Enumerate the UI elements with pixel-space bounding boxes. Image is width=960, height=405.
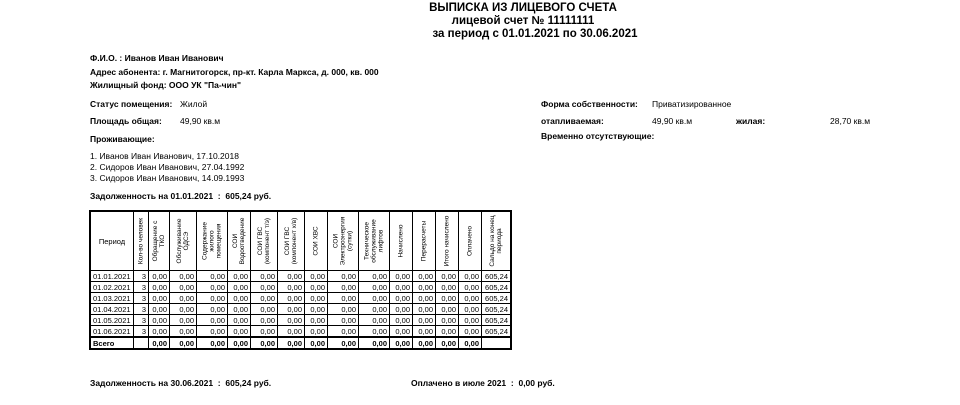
table-cell: 0,00 [390, 315, 413, 326]
table-cell: 0,00 [228, 271, 251, 282]
col-header-period: Период [90, 211, 134, 271]
table-cell: 0,00 [251, 337, 278, 349]
table-cell: 0,00 [197, 326, 228, 338]
col-header: Обращение с ТКО [149, 211, 170, 271]
table-cell: 0,00 [305, 315, 328, 326]
table-cell: 605,24 [482, 282, 512, 293]
table-cell: 0,00 [149, 271, 170, 282]
col-header: Обслуживание ОДСЭ [170, 211, 197, 271]
col-header: Начислено [390, 211, 413, 271]
table-cell: 0,00 [413, 326, 436, 338]
account-number: лицевой счет № 11111111 [451, 15, 595, 27]
debt-end-sep: : [217, 378, 221, 388]
heated-area-value: 49,90 кв.м [652, 116, 693, 126]
table-cell: 0,00 [359, 326, 390, 338]
debt-end [90, 378, 271, 388]
ownership-value: Приватизированное [652, 99, 732, 109]
table-cell: 0,00 [251, 293, 278, 304]
col-header: Перерасчеты [413, 211, 436, 271]
ownership-label: Форма собственности: [541, 99, 638, 109]
table-cell: 0,00 [149, 315, 170, 326]
table-cell: 0,00 [197, 293, 228, 304]
table-cell: 0,00 [278, 293, 305, 304]
table-cell: 0,00 [413, 293, 436, 304]
cell-period: 01.05.2021 [90, 315, 134, 326]
charges-table-body [90, 271, 511, 350]
resident-item: 1. Иванов Иван Иванович, 17.10.2018 [90, 151, 239, 161]
table-cell: 0,00 [359, 304, 390, 315]
table-cell: 3 [134, 315, 149, 326]
living-area-value: 28,70 кв.м [830, 116, 871, 126]
table-cell: 0,00 [170, 293, 197, 304]
table-cell: 0,00 [228, 315, 251, 326]
area-total-label: Площадь общая: [90, 116, 162, 126]
owner-name: Ф.И.О. : Иванов Иван Иванович [90, 53, 224, 63]
table-cell: 0,00 [197, 315, 228, 326]
table-cell: 0,00 [328, 271, 359, 282]
debt-start-sep: : [217, 191, 221, 201]
table-cell: 0,00 [149, 293, 170, 304]
table-cell: 0,00 [305, 304, 328, 315]
table-cell: 0,00 [228, 282, 251, 293]
debt-start-value: 605,24 руб. [225, 191, 272, 201]
statement-title: ВЫПИСКА ИЗ ЛИЦЕВОГО СЧЕТА [429, 2, 617, 14]
col-header: СОИ ГВС (компонент т/э) [251, 211, 278, 271]
table-cell [482, 337, 512, 349]
table-cell: 605,24 [482, 293, 512, 304]
table-cell: 0,00 [278, 337, 305, 349]
table-cell: 0,00 [413, 271, 436, 282]
table-cell: 0,00 [459, 304, 482, 315]
col-header: СОИ Водоотведение [228, 211, 251, 271]
table-cell: 0,00 [197, 304, 228, 315]
table-cell: 0,00 [149, 326, 170, 338]
table-cell: 0,00 [328, 315, 359, 326]
table-cell: 0,00 [170, 337, 197, 349]
housing-fund: Жилищный фонд: ООО УК "Па-чин" [90, 80, 241, 90]
table-row [90, 293, 511, 304]
table-cell: 0,00 [170, 304, 197, 315]
col-header: Техническое обслуживание лифтов [359, 211, 390, 271]
premises-status-value: Жилой [180, 99, 208, 109]
table-cell: 605,24 [482, 271, 512, 282]
table-cell: 0,00 [459, 293, 482, 304]
statement-period: за период с 01.01.2021 по 30.06.2021 [432, 28, 638, 40]
table-cell: 0,00 [436, 271, 459, 282]
table-cell: 0,00 [390, 304, 413, 315]
table-cell: 0,00 [413, 337, 436, 349]
table-cell: 0,00 [436, 282, 459, 293]
table-cell: 0,00 [359, 293, 390, 304]
table-cell: 0,00 [251, 326, 278, 338]
col-header: Содержание жилого помещения [197, 211, 228, 271]
table-cell: 0,00 [413, 315, 436, 326]
table-cell: 0,00 [170, 326, 197, 338]
table-cell: 0,00 [278, 282, 305, 293]
table-cell: 0,00 [436, 337, 459, 349]
table-cell: 0,00 [278, 315, 305, 326]
col-header: СОИ ХВС [305, 211, 328, 271]
table-cell: 605,24 [482, 304, 512, 315]
table-cell: 0,00 [305, 337, 328, 349]
table-cell: 0,00 [228, 326, 251, 338]
table-cell: 0,00 [459, 315, 482, 326]
table-cell: 0,00 [436, 315, 459, 326]
col-header: Итого начислено [436, 211, 459, 271]
table-cell: 3 [134, 304, 149, 315]
cell-period: 01.03.2021 [90, 293, 134, 304]
charges-table-header [90, 211, 511, 271]
table-cell: 0,00 [328, 293, 359, 304]
cell-period: 01.02.2021 [90, 282, 134, 293]
table-cell: 0,00 [436, 304, 459, 315]
cell-period: 01.04.2021 [90, 304, 134, 315]
table-cell: 0,00 [251, 315, 278, 326]
table-cell: 3 [134, 282, 149, 293]
table-cell: 0,00 [170, 315, 197, 326]
table-cell: 605,24 [482, 326, 512, 338]
paid-value: 0,00 руб. [518, 378, 555, 388]
table-row [90, 271, 511, 282]
premises-status-label: Статус помещения: [90, 99, 173, 109]
table-row [90, 304, 511, 315]
area-total-value: 49,90 кв.м [180, 116, 221, 126]
temp-absent-label: Временно отсутствующие: [541, 131, 655, 141]
table-cell: 0,00 [390, 293, 413, 304]
debt-end-value: 605,24 руб. [225, 378, 272, 388]
table-row [90, 282, 511, 293]
table-cell: 0,00 [251, 282, 278, 293]
table-cell: 0,00 [278, 326, 305, 338]
table-cell: 0,00 [459, 326, 482, 338]
table-cell: 0,00 [436, 293, 459, 304]
table-cell: 0,00 [359, 337, 390, 349]
col-header: СОИ ГВС (компонент х/в) [278, 211, 305, 271]
table-row [90, 315, 511, 326]
table-cell: 0,00 [436, 326, 459, 338]
cell-period: 01.06.2021 [90, 326, 134, 338]
col-header: Кол-во человек [134, 211, 149, 271]
heated-area-label: отапливаемая: [541, 116, 604, 126]
table-cell: 0,00 [197, 337, 228, 349]
resident-item: 3. Сидоров Иван Иванович, 14.09.1993 [90, 173, 245, 183]
table-cell: 3 [134, 271, 149, 282]
table-cell: 0,00 [149, 304, 170, 315]
table-cell: 0,00 [390, 326, 413, 338]
table-cell: 0,00 [359, 271, 390, 282]
table-cell: 3 [134, 326, 149, 338]
table-cell: 0,00 [170, 271, 197, 282]
cell-period: 01.01.2021 [90, 271, 134, 282]
table-cell: 0,00 [459, 282, 482, 293]
table-cell: 0,00 [359, 282, 390, 293]
table-cell: 0,00 [149, 337, 170, 349]
owner-address: Адрес абонента: г. Магнитогорск, пр-кт. Карла Маркса, д. 000, кв. 000 [90, 67, 379, 77]
table-cell: 0,00 [390, 282, 413, 293]
table-cell: 0,00 [170, 282, 197, 293]
table-total-row [90, 337, 511, 349]
debt-end-label: Задолженность на 30.06.2021 [90, 378, 214, 388]
table-cell: 0,00 [228, 304, 251, 315]
resident-item: 2. Сидоров Иван Иванович, 27.04.1992 [90, 162, 245, 172]
table-cell: 0,00 [359, 315, 390, 326]
residents-label: Проживающие: [90, 134, 155, 144]
paid-july [411, 378, 555, 388]
col-header: Оплачено [459, 211, 482, 271]
charges-table [89, 210, 512, 350]
table-row [90, 326, 511, 338]
table-cell: 0,00 [197, 271, 228, 282]
table-cell: 0,00 [328, 326, 359, 338]
table-cell: 0,00 [278, 304, 305, 315]
table-cell: 0,00 [390, 337, 413, 349]
table-cell: 0,00 [459, 337, 482, 349]
table-cell: 0,00 [328, 304, 359, 315]
table-cell: 0,00 [278, 271, 305, 282]
table-cell: 0,00 [413, 282, 436, 293]
table-cell: 605,24 [482, 315, 512, 326]
col-header: Сальдо на конец периода [482, 211, 512, 271]
table-cell: 0,00 [228, 337, 251, 349]
table-cell: 0,00 [390, 271, 413, 282]
table-cell: 0,00 [228, 293, 251, 304]
col-header: СОИ Электроэнергия (сутки) [328, 211, 359, 271]
table-cell: 0,00 [413, 304, 436, 315]
table-cell: 0,00 [251, 304, 278, 315]
table-cell: 0,00 [459, 271, 482, 282]
debt-start-label: Задолженность на 01.01.2021 [90, 191, 214, 201]
paid-label: Оплачено в июле 2021 [411, 378, 507, 388]
table-cell: 0,00 [328, 337, 359, 349]
table-cell: 0,00 [328, 282, 359, 293]
paid-sep: : [510, 378, 514, 388]
table-cell: 0,00 [305, 282, 328, 293]
table-cell: 0,00 [251, 271, 278, 282]
table-cell: 3 [134, 293, 149, 304]
table-cell: 0,00 [197, 282, 228, 293]
debt-start [90, 191, 271, 201]
cell-period: Всего [90, 337, 134, 349]
table-cell: 0,00 [305, 271, 328, 282]
table-cell: 0,00 [149, 282, 170, 293]
living-area-label: жилая: [736, 116, 766, 126]
table-cell: 0,00 [305, 326, 328, 338]
table-cell: 0,00 [305, 293, 328, 304]
table-cell [134, 337, 149, 349]
